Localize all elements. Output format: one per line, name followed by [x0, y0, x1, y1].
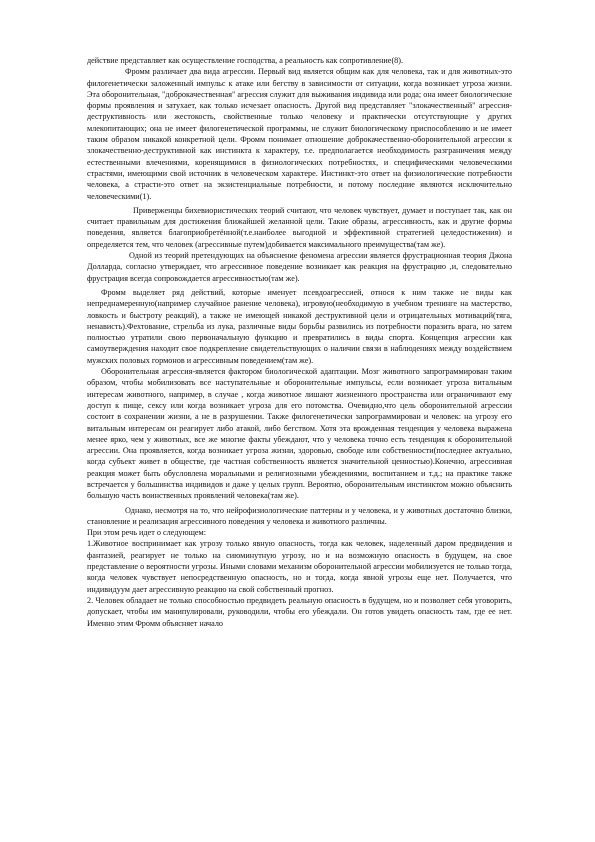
paragraph-6: Оборонительная агрессия-является фактором биологической адаптации. Мозг животного запрограммирован таким образом, чтобы мобилизовать все наступательные и оборонительные импульсы, если возникает угроза витальным интересам животного, например, в случае , когда животное лишают жизненного пространства или ограничивают ему доступ к пище, сексу или когда возникает угроза для его потомства. Очевидно,что цель оборонительной агрессии состоит в сохранении жизни, а не в разрушении. Также филогенетически запрограммирован и человек: на угрозу его витальным интересам он реагирует либо атакой, либо бегством. Хотя эта врожденная тенденция у человека выражена менее ярко, чем у животных, все же многие факты убеждают, что у человека точно есть тенденция к оборонительной агрессии. Она проявляется, когда возникает угроза жизни, здоровью, свободе или собственности(последнее актуально, когда субъект живет в обществе, где частная собственность является значительной ценностью).Конечно, агрессивная реакция может быть обусловлена моральными и религиозными убеждениями, воспитанием и т.д.; на практике также встречается у большинства индивидов и даже у целых групп. Вероятно, оборонительным инстинктом можно объяснить большую часть воинственных проявлений человека(там же).	[87, 367, 512, 501]
paragraph-3: Приверженцы бихевиористических теорий считают, что человек чувствует, думает и поступает так, как он считает правильным для достижения ближайшей желанной цели. Такие образы, агрессивность, как и другие формы поведения, является благоприобретённой(т.е.наиболее выгодной и эффективной стратегией целедостижения) и определяется тем, что человек (агрессивные путем)добивается максимального преимущества(там же).	[87, 205, 512, 249]
paragraph-8: При этом речь идет о следующем:	[87, 528, 206, 538]
paragraph-1: действие представляет как осуществление господства, а реальность как сопротивление(8).	[87, 56, 404, 65]
document-page	[87, 55, 512, 629]
paragraph-5: Фромм выделяет ряд действий, которые именует псевдоагрессией, относя к ним также не виды как непреднамеренную(например случайное ранение человека), игровую(необходимую в учебном тренинге на мастерство, ловкость и быстроту реакций), а также не имеющей никакой деструктивной цели и отрицательных мотиваций(тяга, ненависть).Фехтование, стрельба из лука, различные виды борьбы развились из потребности поразить врага, но затем полностью утратили свою первоначальную функцию и превратились в виды спорта. Концепция агрессии как самоутверждения находит свое подкрепление свидетельствующих о наличии связи в наблюдениях между воздействием мужских половых гормонов и агрессивным поведением(там же).	[87, 287, 512, 365]
paragraph-7: Однако, несмотря на то, что нейрофизиологические паттерны и у человека, и у животных достаточно близки, становление и реализация агрессивного поведения у человека и животного различны.	[87, 505, 512, 526]
paragraph-4: Одной из теорий претендующих на объяснение феномена агрессии является фрустрационная теория Джона Долларда, согласно утверждает, что агрессивное поведение возникает как реакция на фрустрацию ,и, следовательно фрустрация всегда сопровождается агрессивностью(там же).	[87, 251, 512, 283]
paragraph-2: Фромм различает два вида агрессии. Первый вид является общим как для человека, так и для животных-это филогенетически заложенный импульс к атаке или бегству в зависимости от ситуации, когда возникает угроза жизни. Эта оборонительная, "доброкачественная" агрессия служит для выживания индивида или рода; она имеет биологические формы проявления и затухает, как только исчезает опасность. Другой вид представляет "злокачественный" агрессия-деструктивность или жестокость, свойственные только человеку и практически отсутствующие у других млекопитающих; она не имеет филогенетической программы, не служит биологическому приспособлению и не имеет таким образом никакой конкретной цели. Фромм понимает отношение доброкачественно-оборонительной агрессии к злокачественно-деструктивной как инстинкта к характеру, т.е. предполагается необходимость разграничения между естественными влечениями, коренящимися в физиологических потребностях, и специфическими человеческими страстями, имеющими свой источник в человеческом характере. Инстинкт-это ответ на физиологические потребности человека, а страсти-это ответ на экзистенциальные потребности, и потому последние являются исключительно человеческими(1).	[87, 67, 512, 201]
list-item-2: 2. Человек обладает не только способностью предвидеть реальную опасность в будущем, но и позволяет себя уговорить, допускает, чтобы им манипулировали, руководили, чтобы его убеждали. Он готов увидеть опасность там, где ее нет. Именно этим Фромм объясняет начало	[87, 595, 512, 628]
list-item-1: 1.Животное воспринимает как угрозу только явную опасность, тогда как человек, наделенный даром предвидения и фантазией, реагирует не только на сиюминутную угрозу, но и на возможную опасность в будущем, на свое представление о вероятности угрозы. Иными словами механизм оборонительной агрессии мобилизуется не только тогда, когда человек чувствует непосредственную опасность, но и тогда, когда явной угрозы еще нет. Получается, что индивидуум дает агрессивную реакцию на свой собственный прогноз.	[87, 539, 512, 594]
